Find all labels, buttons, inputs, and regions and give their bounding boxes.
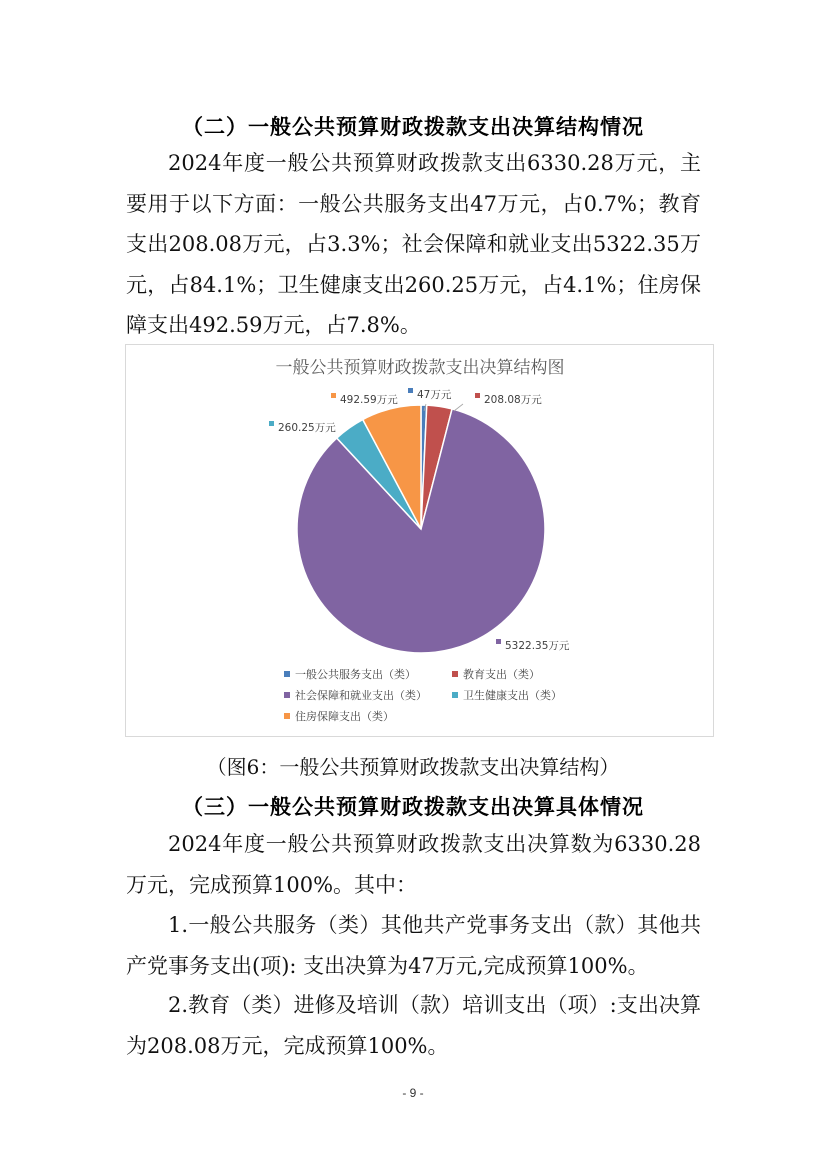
data-label-marker-housing [331,393,336,398]
legend-label-health: 卫生健康支出（类） [463,689,562,702]
legend-swatch-education [452,671,458,677]
page-number: - 9 - [402,1086,424,1100]
section-3-paragraph-1: 2024年度一般公共预算财政拨款支出决算数为6330.28万元，完成预算100%。其中： [126,832,701,897]
section-3-heading: （三）一般公共预算财政拨款支出决算具体情况 [182,795,644,819]
pie-chart-svg [126,345,715,738]
section-2-paragraph: 2024年度一般公共预算财政拨款支出6330.28万元，主要用于以下方面：一般公共服务支出47万元，占0.7%；教育支出208.08万元，占3.3%；社会保障和就业支出5322.35万元，占84.1%；卫生健康支出260.25万元，占4.1%；住房保障支出492.59万元，占7.8%。 [126,151,701,337]
data-label-housing: 492.59万元 [340,394,398,406]
data-label-marker-health [269,421,274,426]
data-label-health: 260.25万元 [278,422,336,434]
legend-swatch-housing [284,713,290,719]
data-label-general-service: 47万元 [417,389,452,401]
legend-label-housing: 住房保障支出（类） [295,710,394,723]
data-label-marker-general-service [408,388,413,393]
legend-swatch-general-service [284,671,290,677]
legend-swatch-health [452,692,458,698]
data-label-marker-social-security [496,639,501,644]
data-label-education: 208.08万元 [484,394,542,406]
section-2-heading: （二）一般公共预算财政拨款支出决算结构情况 [182,115,644,139]
figure-caption: （图6：一般公共预算财政拨款支出决算结构） [206,755,620,779]
legend-swatch-social-security [284,692,290,698]
pie-chart [125,344,714,737]
legend-label-general-service: 一般公共服务支出（类） [295,668,416,681]
data-label-marker-education [475,393,480,398]
chart-title: 一般公共预算财政拨款支出决算结构图 [275,358,565,378]
leader-line-education [454,404,463,411]
legend-label-education: 教育支出（类） [463,668,540,681]
data-label-social-security: 5322.35万元 [505,640,570,652]
section-3-paragraph-2: 1.一般公共服务（类）其他共产党事务支出（款）其他共产党事务支出(项): 支出决算为47万元,完成预算100%。 [126,913,701,978]
legend-label-social-security: 社会保障和就业支出（类） [295,689,427,702]
section-3-paragraph-3: 2.教育（类）进修及培训（款）培训支出（项）:支出决算为208.08万元，完成预算100%。 [126,993,701,1058]
